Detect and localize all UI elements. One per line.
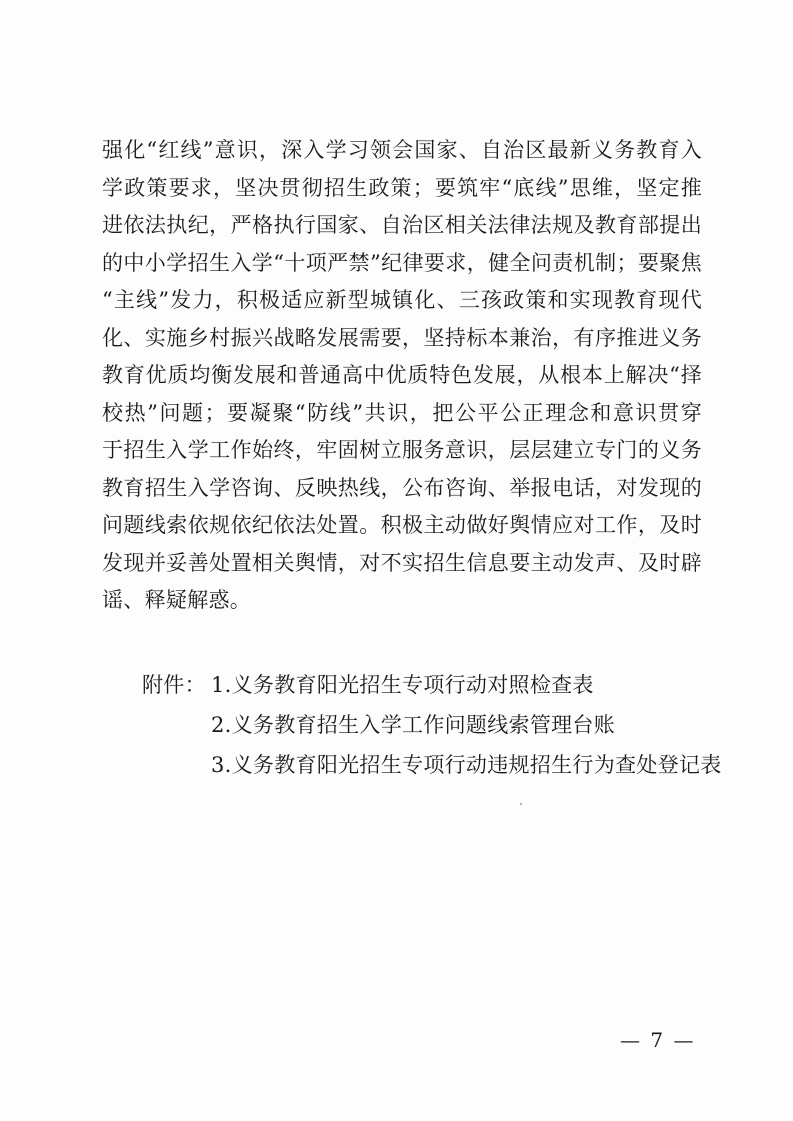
- body-line: 化、实施乡村振兴战略发展需要，坚持标本兼治，有序推进义务: [102, 325, 702, 350]
- body-line: 问题线索依规依纪依法处置。积极主动做好舆情应对工作，及时: [102, 513, 702, 537]
- attachment-item: 2.义务教育招生入学工作问题线索管理台账: [211, 713, 616, 737]
- body-line: 发现并妥善处置相关舆情，对不实招生信息要主动发声、及时辟: [102, 550, 702, 575]
- body-line: 学政策要求，坚决贯彻招生政策；要筑牢“底线”思维，坚定推: [102, 175, 702, 200]
- attachment-row: [142, 705, 722, 745]
- attachments-list: [142, 665, 722, 785]
- attachment-item: 3.义务教育阳光招生专项行动违规招生行为查处登记表: [211, 753, 722, 777]
- body-paragraph: [102, 132, 702, 620]
- body-line: 校热”问题；要凝聚“防线”共识，把公平公正理念和意识贯穿: [102, 400, 702, 425]
- body-line: 谣、释疑解惑。: [102, 588, 252, 612]
- body-line: 的中小学招生入学“十项严禁”纪律要求，健全问责机制；要聚焦: [102, 250, 702, 275]
- attachments-label: 附件：: [142, 673, 206, 697]
- attachment-row: [142, 665, 722, 705]
- scan-speck: [520, 803, 522, 805]
- attachment-item: 1.义务教育阳光招生专项行动对照检查表: [211, 673, 594, 697]
- body-line: 教育优质均衡发展和普通高中优质特色发展，从根本上解决“择: [102, 363, 702, 387]
- attachment-row: [142, 745, 722, 785]
- body-line: 于招生入学工作始终，牢固树立服务意识，层层建立专门的义务: [102, 438, 702, 462]
- body-line: 进依法执纪，严格执行国家、自治区相关法律法规及教育部提出: [102, 213, 702, 237]
- body-line: 教育招生入学咨询、反映热线，公布咨询、举报电话，对发现的: [102, 475, 702, 500]
- page-number: — 7 —: [620, 1028, 696, 1052]
- body-line: 强化“红线”意识，深入学习领会国家、自治区最新义务教育入: [102, 138, 702, 162]
- body-line: “主线”发力，积极适应新型城镇化、三孩政策和实现教育现代: [102, 288, 702, 312]
